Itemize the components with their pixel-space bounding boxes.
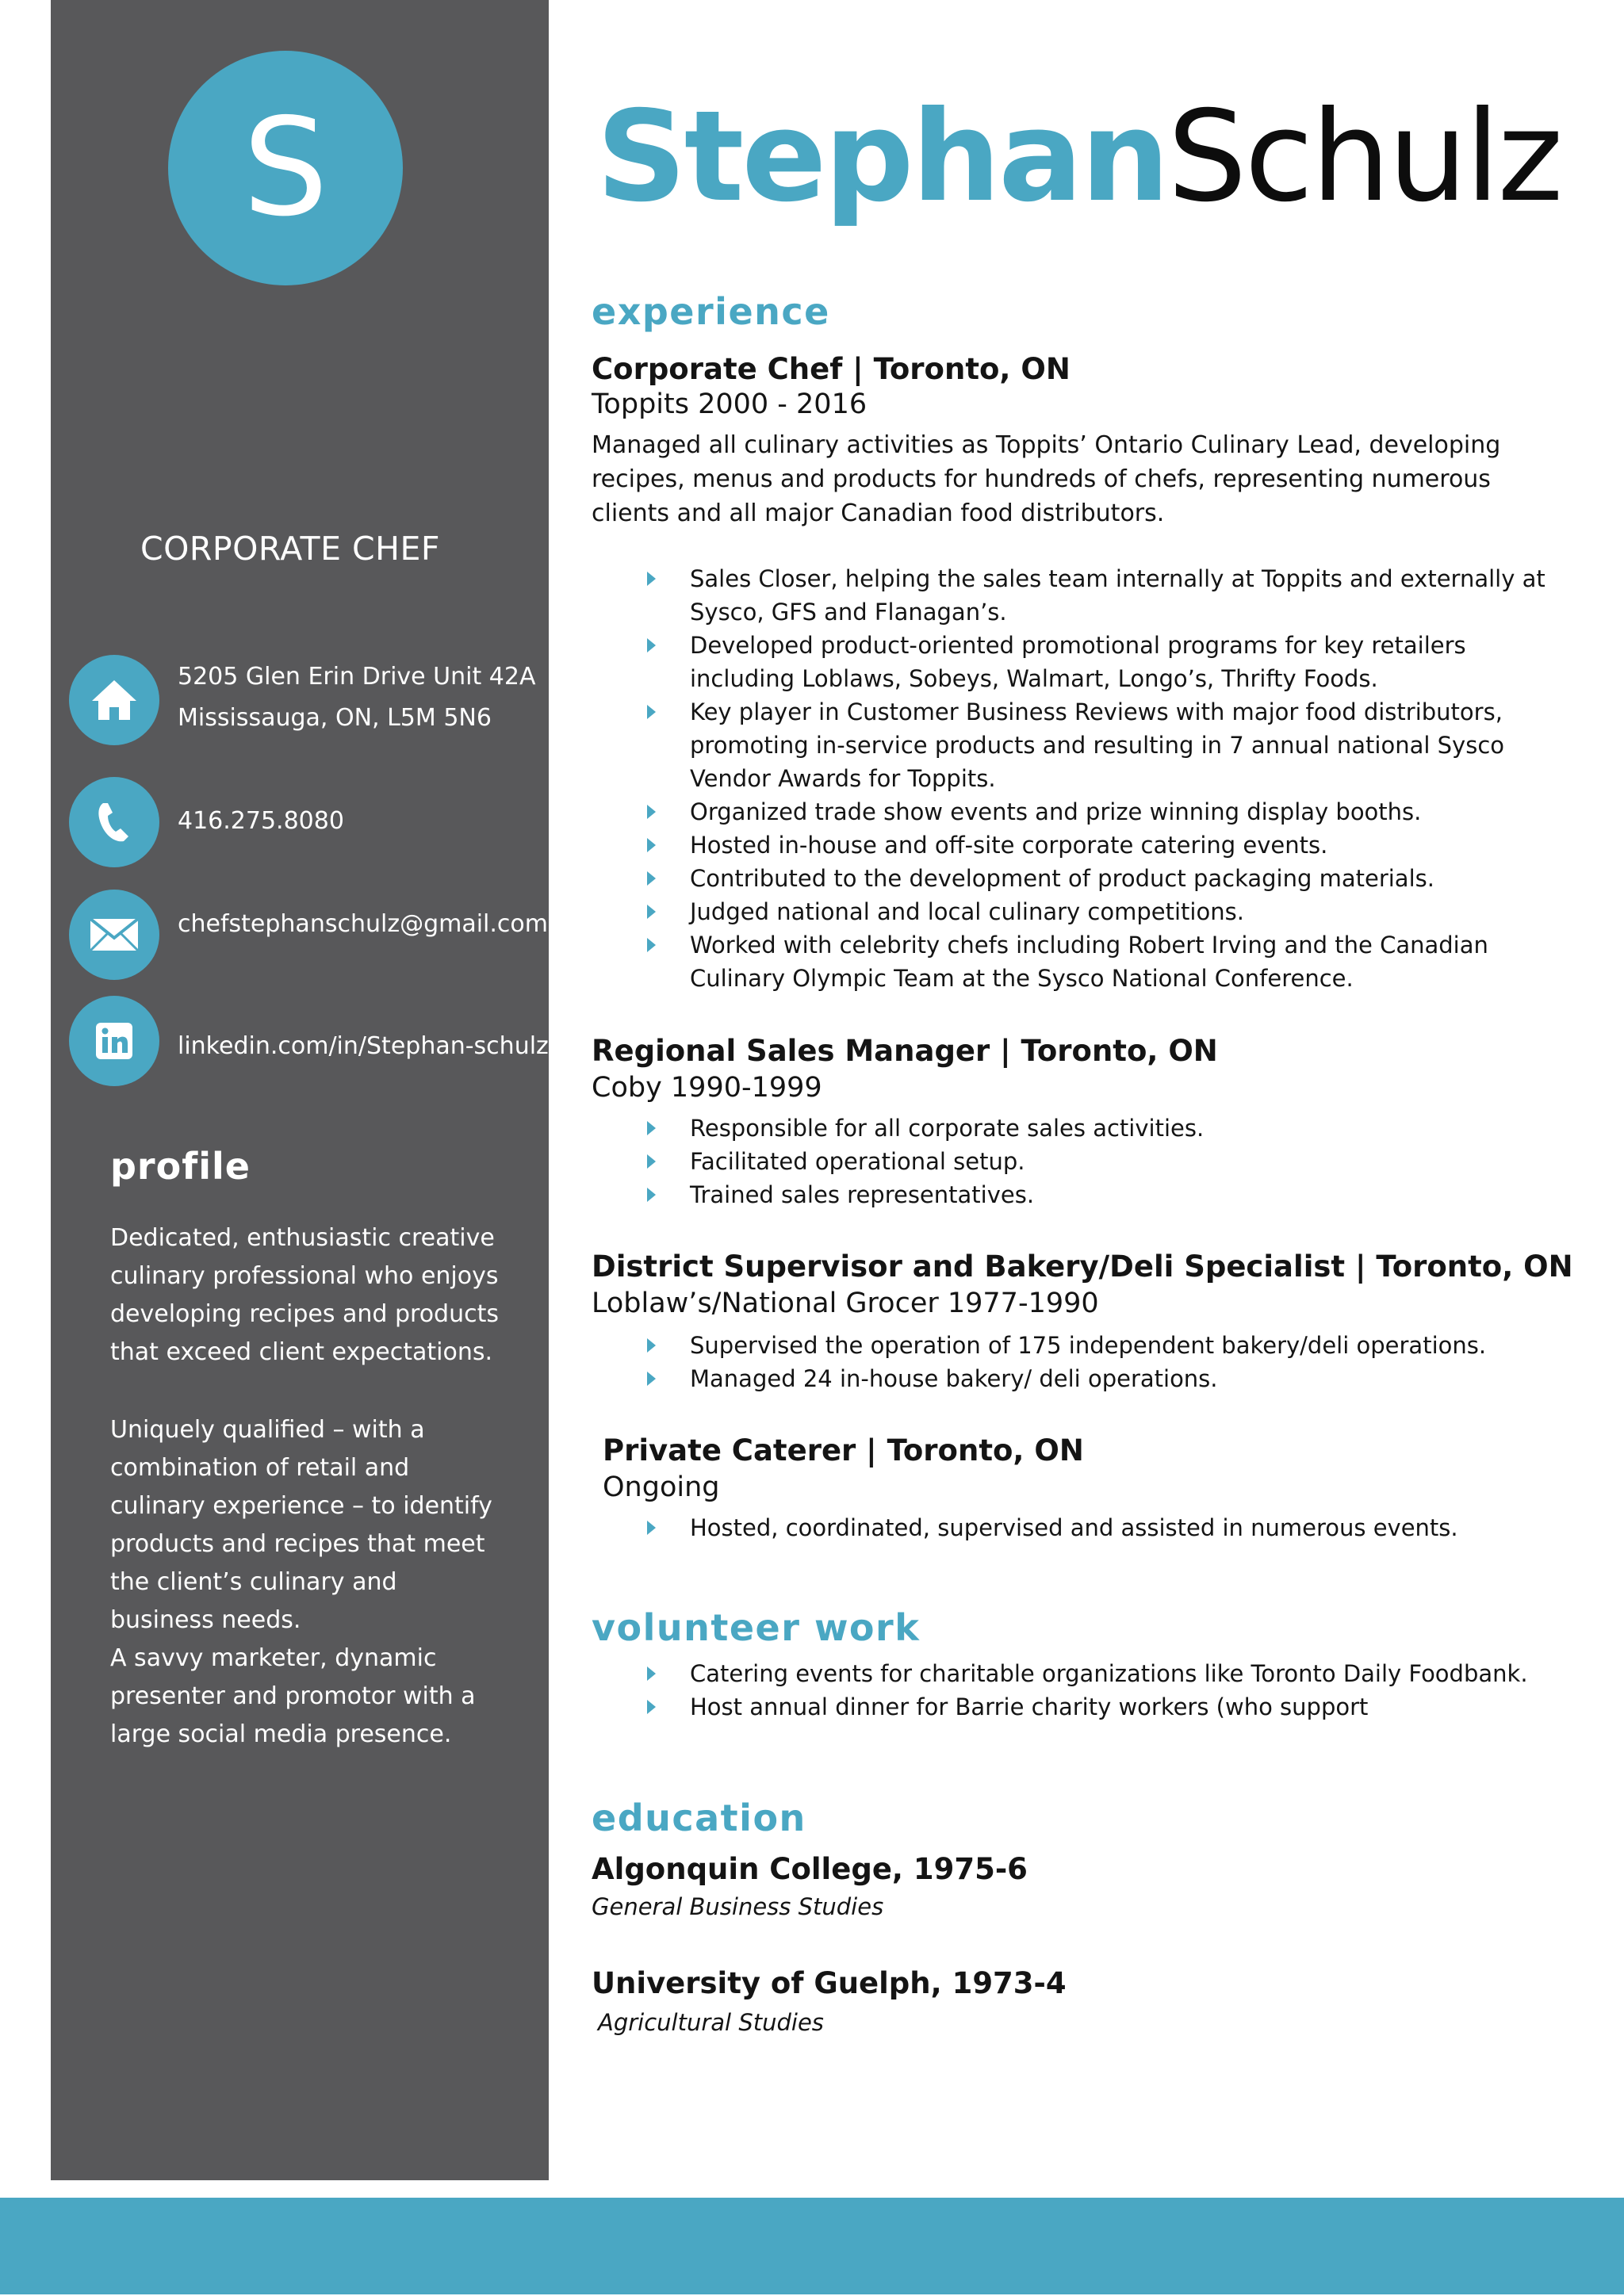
school-name: University of Guelph, 1973-4 [592,1966,1067,2000]
job-org: Coby 1990-1999 [592,1072,822,1104]
bullet-icon [647,805,656,819]
address-line1: 5205 Glen Erin Drive Unit 42A [178,663,536,691]
address-line2: Mississauga, ON, L5M 5N6 [178,704,492,732]
job-bullets [647,1112,1559,1211]
list-item: Contributed to the development of product packaging materials. [647,862,1559,895]
bullet-icon [647,1521,656,1535]
job-role: Regional Sales Manager | Toronto, ON [592,1034,1218,1068]
job-bullets [647,1329,1559,1395]
job-org: Toppits 2000 - 2016 [592,388,868,420]
home-icon [69,655,159,745]
monogram-avatar: S [168,51,403,285]
list-item: Catering events for charitable organizations like Toronto Daily Foodbank. [647,1657,1559,1690]
job-org: Ongoing [603,1471,720,1503]
bullet-icon [647,871,656,886]
phone-number[interactable]: 416.275.8080 [178,807,344,835]
job-bullets [647,1511,1559,1544]
job-org: Loblaw’s/National Grocer 1977-1990 [592,1288,1099,1319]
bullet-icon [647,1372,656,1386]
bullet-icon [647,705,656,719]
phone-icon [69,777,159,867]
list-item: Facilitated operational setup. [647,1145,1559,1178]
bullet-icon [647,838,656,852]
list-item: Developed product-oriented promotional programs for key retailers including Loblaws, Sobeys, Walmart, Longo’s, Thrifty Foods. [647,629,1559,695]
profile-heading: profile [110,1145,251,1188]
bullet-icon [647,905,656,919]
list-item: Key player in Customer Business Reviews with major food distributors, promoting in-service products and resulting in 7 annual national Sysco Vendor Awards for Toppits. [647,695,1559,795]
list-item: Hosted in-house and off-site corporate catering events. [647,828,1559,862]
sidebar [51,0,549,2180]
bullet-icon [647,572,656,586]
linkedin-icon [69,996,159,1086]
job-role: District Supervisor and Bakery/Deli Specialist | Toronto, ON [592,1249,1573,1284]
bullet-icon [647,938,656,952]
school-program: General Business Studies [592,1893,884,1920]
list-item: Organized trade show events and prize winning display booths. [647,795,1559,828]
education-heading: education [592,1797,806,1839]
email-icon [69,890,159,980]
profile-paragraph: A savvy marketer, dynamic presenter and promotor with a large social media presence. [110,1644,476,1748]
list-item: Sales Closer, helping the sales team internally at Toppits and externally at Sysco, GFS and Flanagan’s. [647,562,1559,629]
email-link[interactable]: chefstephanschulz@gmail.com [178,910,548,938]
full-name [596,78,1561,236]
last-name: Schulz [1167,84,1561,230]
job-description: Managed all culinary activities as Toppits’ Ontario Culinary Lead, developing recipes, menus and products for hundreds of chefs, representing numerous clients and all major Canadian food distributors. [592,431,1501,527]
profile-paragraph: Dedicated, enthusiastic creative culinary professional who enjoys developing recipes and products that exceed client expectations. [110,1224,499,1366]
list-item: Host annual dinner for Barrie charity workers (who support [647,1690,1559,1724]
experience-heading: experience [592,290,830,333]
list-item: Trained sales representatives. [647,1178,1559,1211]
bullet-icon [647,1700,656,1714]
bullet-icon [647,1338,656,1353]
list-item: Supervised the operation of 175 independent bakery/deli operations. [647,1329,1559,1362]
bullet-icon [647,638,656,652]
linkedin-link[interactable]: linkedin.com/in/Stephan-schulz [178,1032,549,1060]
footer-bar [0,2198,1624,2294]
list-item: Worked with celebrity chefs including Robert Irving and the Canadian Culinary Olympic Team at the Sysco National Conference. [647,928,1559,995]
job-role: Corporate Chef | Toronto, ON [592,352,1071,386]
list-item: Responsible for all corporate sales activities. [647,1112,1559,1145]
job-bullets [647,562,1559,995]
first-name: Stephan [596,84,1168,230]
bullet-icon [647,1188,656,1202]
list-item: Hosted, coordinated, supervised and assisted in numerous events. [647,1511,1559,1544]
job-role: Private Caterer | Toronto, ON [603,1433,1084,1468]
bullet-icon [647,1121,656,1135]
profile-paragraph: Uniquely qualified – with a combination of retail and culinary experience – to identify products and recipes that meet the client’s culinary and business needs. [110,1416,492,1634]
job-title: CORPORATE CHEF [140,530,440,568]
school-program: Agricultural Studies [598,2009,824,2036]
list-item: Judged national and local culinary competitions. [647,895,1559,928]
school-name: Algonquin College, 1975-6 [592,1852,1028,1886]
volunteer-heading: volunteer work [592,1606,921,1649]
bullet-icon [647,1667,656,1681]
bullet-icon [647,1154,656,1169]
list-item: Managed 24 in-house bakery/ deli operations. [647,1362,1559,1395]
volunteer-bullets [647,1657,1559,1724]
